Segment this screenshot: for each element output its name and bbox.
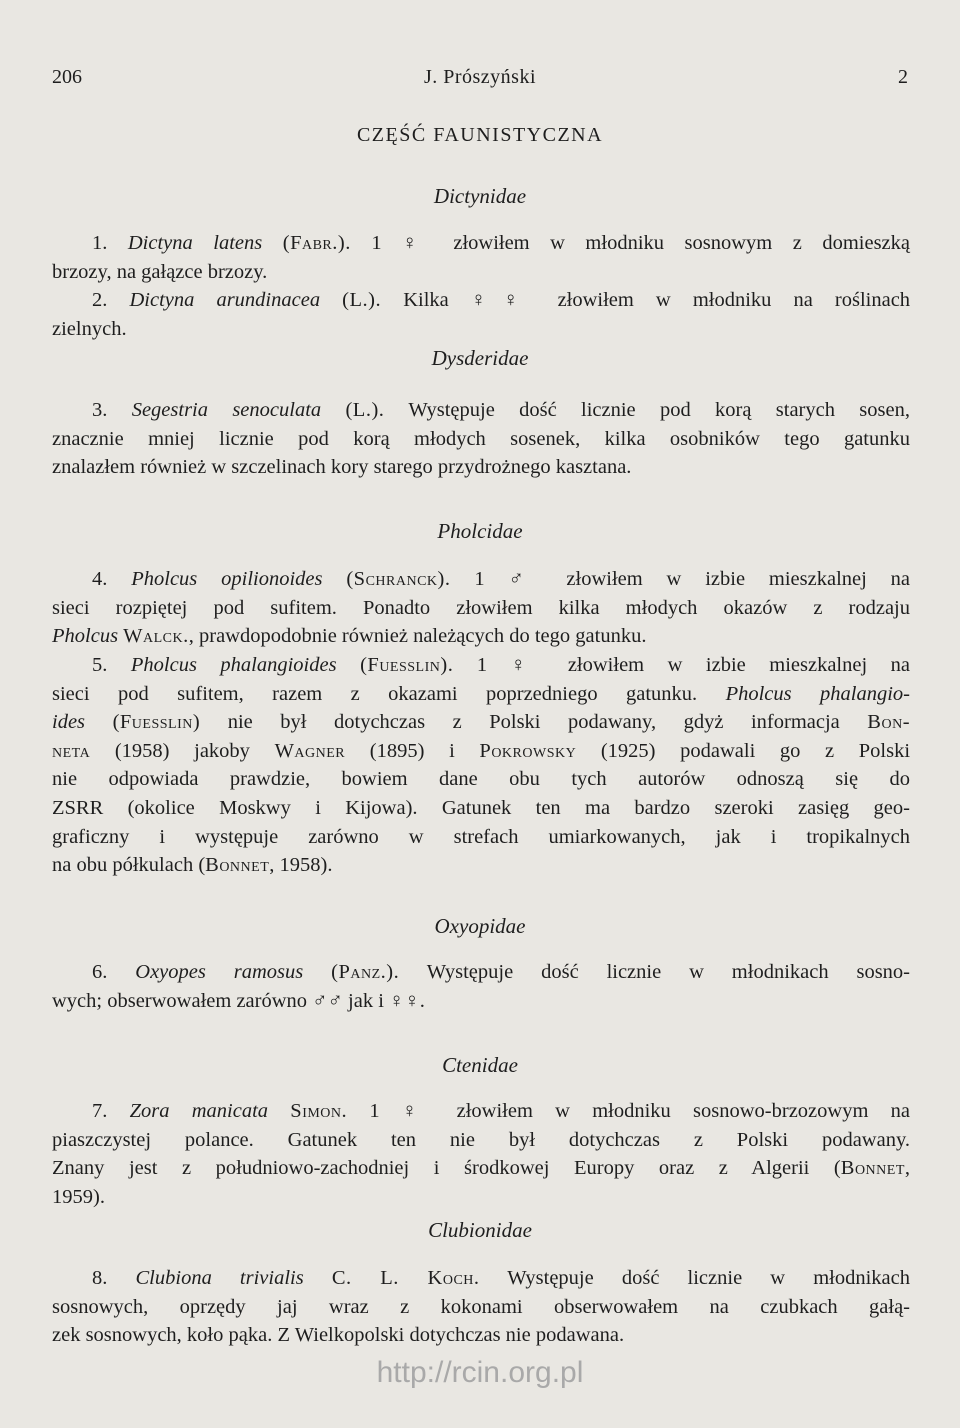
- entry-2: [52, 286, 910, 343]
- family-heading-dictynidae: Dictynidae: [433, 184, 527, 208]
- species-name: Segestria senoculata: [131, 399, 322, 421]
- species-name: Pholcus phalangioides: [130, 654, 337, 676]
- entry-text: ZSRR (okolice Moskwy i Kijowa). Gatunek ten ma bardzo szeroki zasięg geo-: [52, 796, 910, 819]
- species-name: ides: [52, 711, 86, 734]
- watermark-url: http://rcin.org.pl: [376, 1356, 584, 1389]
- entry-line: [52, 565, 910, 594]
- entry-text: sosnowych, oprzędy jaj wraz z kokonami obserwowałem na czubkach gałą-: [52, 1295, 910, 1318]
- entry-text: (1895) i: [369, 739, 455, 762]
- page-header: [52, 66, 908, 96]
- issue-number: 2: [898, 66, 908, 88]
- entry-line: [52, 851, 910, 880]
- species-name: Clubiona trivialis: [135, 1267, 304, 1289]
- family-heading-oxyopidae: Oxyopidae: [434, 914, 526, 938]
- entry-text: znalazłem również w szczelinach kory starego przydrożnego kasztana.: [52, 456, 632, 479]
- cited-author: Pokrowsky: [479, 739, 577, 762]
- running-head: J. Prószyński: [423, 66, 537, 88]
- entry-number: 5.: [92, 654, 108, 676]
- entry-text: 1 ♀ złowiłem w młodniku sosnowo-brzozowym na: [369, 1100, 911, 1122]
- entry-text: wych; obserwowałem zarówno ♂♂ jak i ♀♀.: [52, 989, 425, 1012]
- entry-line: [52, 396, 910, 425]
- entry-4: [52, 565, 910, 651]
- species-name: Zora manicata: [129, 1100, 269, 1122]
- entry-line: [52, 1154, 910, 1183]
- species-author: C. L. Koch.: [331, 1267, 480, 1289]
- part-title: CZĘŚĆ FAUNISTYCZNA: [356, 124, 604, 146]
- entry-line: [52, 1264, 910, 1293]
- cited-author: Wagner: [274, 739, 346, 762]
- entry-text: sieci pod sufitem, razem z okazami poprzedniego gatunku.: [52, 682, 698, 705]
- entry-1: [52, 229, 910, 286]
- cited-author: Bonnet: [205, 854, 270, 877]
- entry-number: 2.: [92, 289, 108, 311]
- species-name: Dictyna arundinacea: [129, 289, 321, 311]
- entry-text: 1 ♂ złowiłem w izbie mieszkalnej na: [474, 568, 911, 590]
- entry-number: 8.: [92, 1267, 108, 1289]
- entry-text: (1958) jakoby: [114, 739, 250, 762]
- family-heading-clubionidae: Clubionidae: [428, 1218, 532, 1242]
- species-author: (Fuesslin).: [360, 654, 454, 676]
- species-author: (Fabr.).: [282, 232, 351, 254]
- species-author: (Fuesslin): [112, 711, 201, 734]
- entry-text: , 1958).: [269, 854, 333, 877]
- entry-line: [52, 651, 910, 680]
- cited-author: Bonnet: [840, 1157, 905, 1180]
- entry-text: 1 ♀ złowiłem w młodniku sosnowym z domieszką: [371, 232, 910, 254]
- species-name: Pholcus opilionoides: [131, 568, 323, 590]
- entry-line: [52, 680, 910, 709]
- entry-text: Występuje dość licznie w młodnikach: [507, 1267, 910, 1289]
- entry-text: ,: [904, 1157, 910, 1180]
- species-author: (Schranck).: [346, 568, 451, 590]
- entry-text: sieci rozpiętej pod sufitem. Ponadto złowiłem kilka młodych okazów z rodzaju: [52, 596, 910, 619]
- cited-author: neta: [52, 739, 91, 762]
- entry-text: piaszczystej polance. Gatunek ten nie był dotychczas z Polski podawany.: [52, 1128, 910, 1151]
- entry-line: [52, 708, 910, 737]
- species-name: Oxyopes ramosus: [135, 961, 304, 983]
- entry-text: Kilka ♀♀ złowiłem w młodniku na roślinach: [403, 289, 911, 311]
- page-number: 206: [52, 66, 82, 88]
- entry-text: zielnych.: [52, 317, 127, 340]
- species-author: (L.).: [342, 289, 382, 311]
- family-heading-ctenidae: Ctenidae: [442, 1053, 518, 1077]
- entry-line: [52, 622, 910, 651]
- entry-8: [52, 1264, 910, 1350]
- species-name: Dictyna latens: [127, 232, 263, 254]
- entry-text: nie odpowiada prawdzie, bowiem dane obu tych autorów odnoszą się do: [52, 768, 910, 791]
- entry-text: na obu półkulach (: [52, 854, 206, 877]
- species-name: Pholcus phalangio-: [725, 682, 911, 705]
- entry-text: zek sosnowych, koło pąka. Z Wielkopolski dotychczas nie podawana.: [52, 1324, 625, 1347]
- entry-3: [52, 396, 910, 482]
- entry-text: (1925) podawali go z Polski: [600, 739, 911, 762]
- entry-text: graficzny i występuje zarówno w strefach umiarkowanych, jak i tropikalnych: [52, 825, 910, 848]
- entry-line: [52, 737, 910, 766]
- entry-7: [52, 1097, 910, 1211]
- entry-line: [52, 958, 910, 987]
- entry-text: Znany jest z południowo-zachodniej i środkowej Europy oraz z Algerii (: [52, 1157, 841, 1180]
- genus-author: Walck.: [123, 625, 189, 648]
- entry-text: Występuje dość licznie pod korą starych sosen,: [408, 399, 910, 421]
- species-author: Simon.: [290, 1100, 348, 1122]
- entry-number: 4.: [92, 568, 108, 590]
- entry-number: 3.: [92, 399, 108, 421]
- species-author: (L.).: [345, 399, 385, 421]
- family-heading-pholcidae: Pholcidae: [437, 519, 523, 543]
- entry-text: nie był dotychczas z Polski podawany, gdyż informacja: [227, 711, 840, 734]
- entry-text: 1959).: [52, 1185, 105, 1208]
- cited-author: Bon-: [867, 711, 911, 734]
- entry-text: znacznie mniej licznie pod korą młodych sosenek, kilka osobników tego gatunku: [52, 427, 910, 450]
- species-author: (Panz.).: [331, 961, 400, 983]
- entry-number: 1.: [92, 232, 108, 254]
- entry-text: Występuje dość licznie w młodnikach sosno-: [426, 961, 911, 983]
- entry-text: brzozy, na gałązce brzozy.: [52, 260, 268, 283]
- entry-line: [52, 286, 910, 315]
- entry-text: , prawdopodobnie również należących do tego gatunku.: [188, 625, 647, 648]
- entry-6: [52, 958, 910, 1015]
- entry-number: 7.: [92, 1100, 108, 1122]
- entry-5: [52, 651, 910, 880]
- entry-line: [52, 229, 910, 258]
- entry-number: 6.: [92, 961, 108, 983]
- genus-name: Pholcus: [52, 625, 119, 648]
- entry-text: 1 ♀ złowiłem w izbie mieszkalnej na: [476, 654, 911, 676]
- family-heading-dysderidae: Dysderidae: [431, 346, 529, 370]
- entry-line: [52, 1097, 910, 1126]
